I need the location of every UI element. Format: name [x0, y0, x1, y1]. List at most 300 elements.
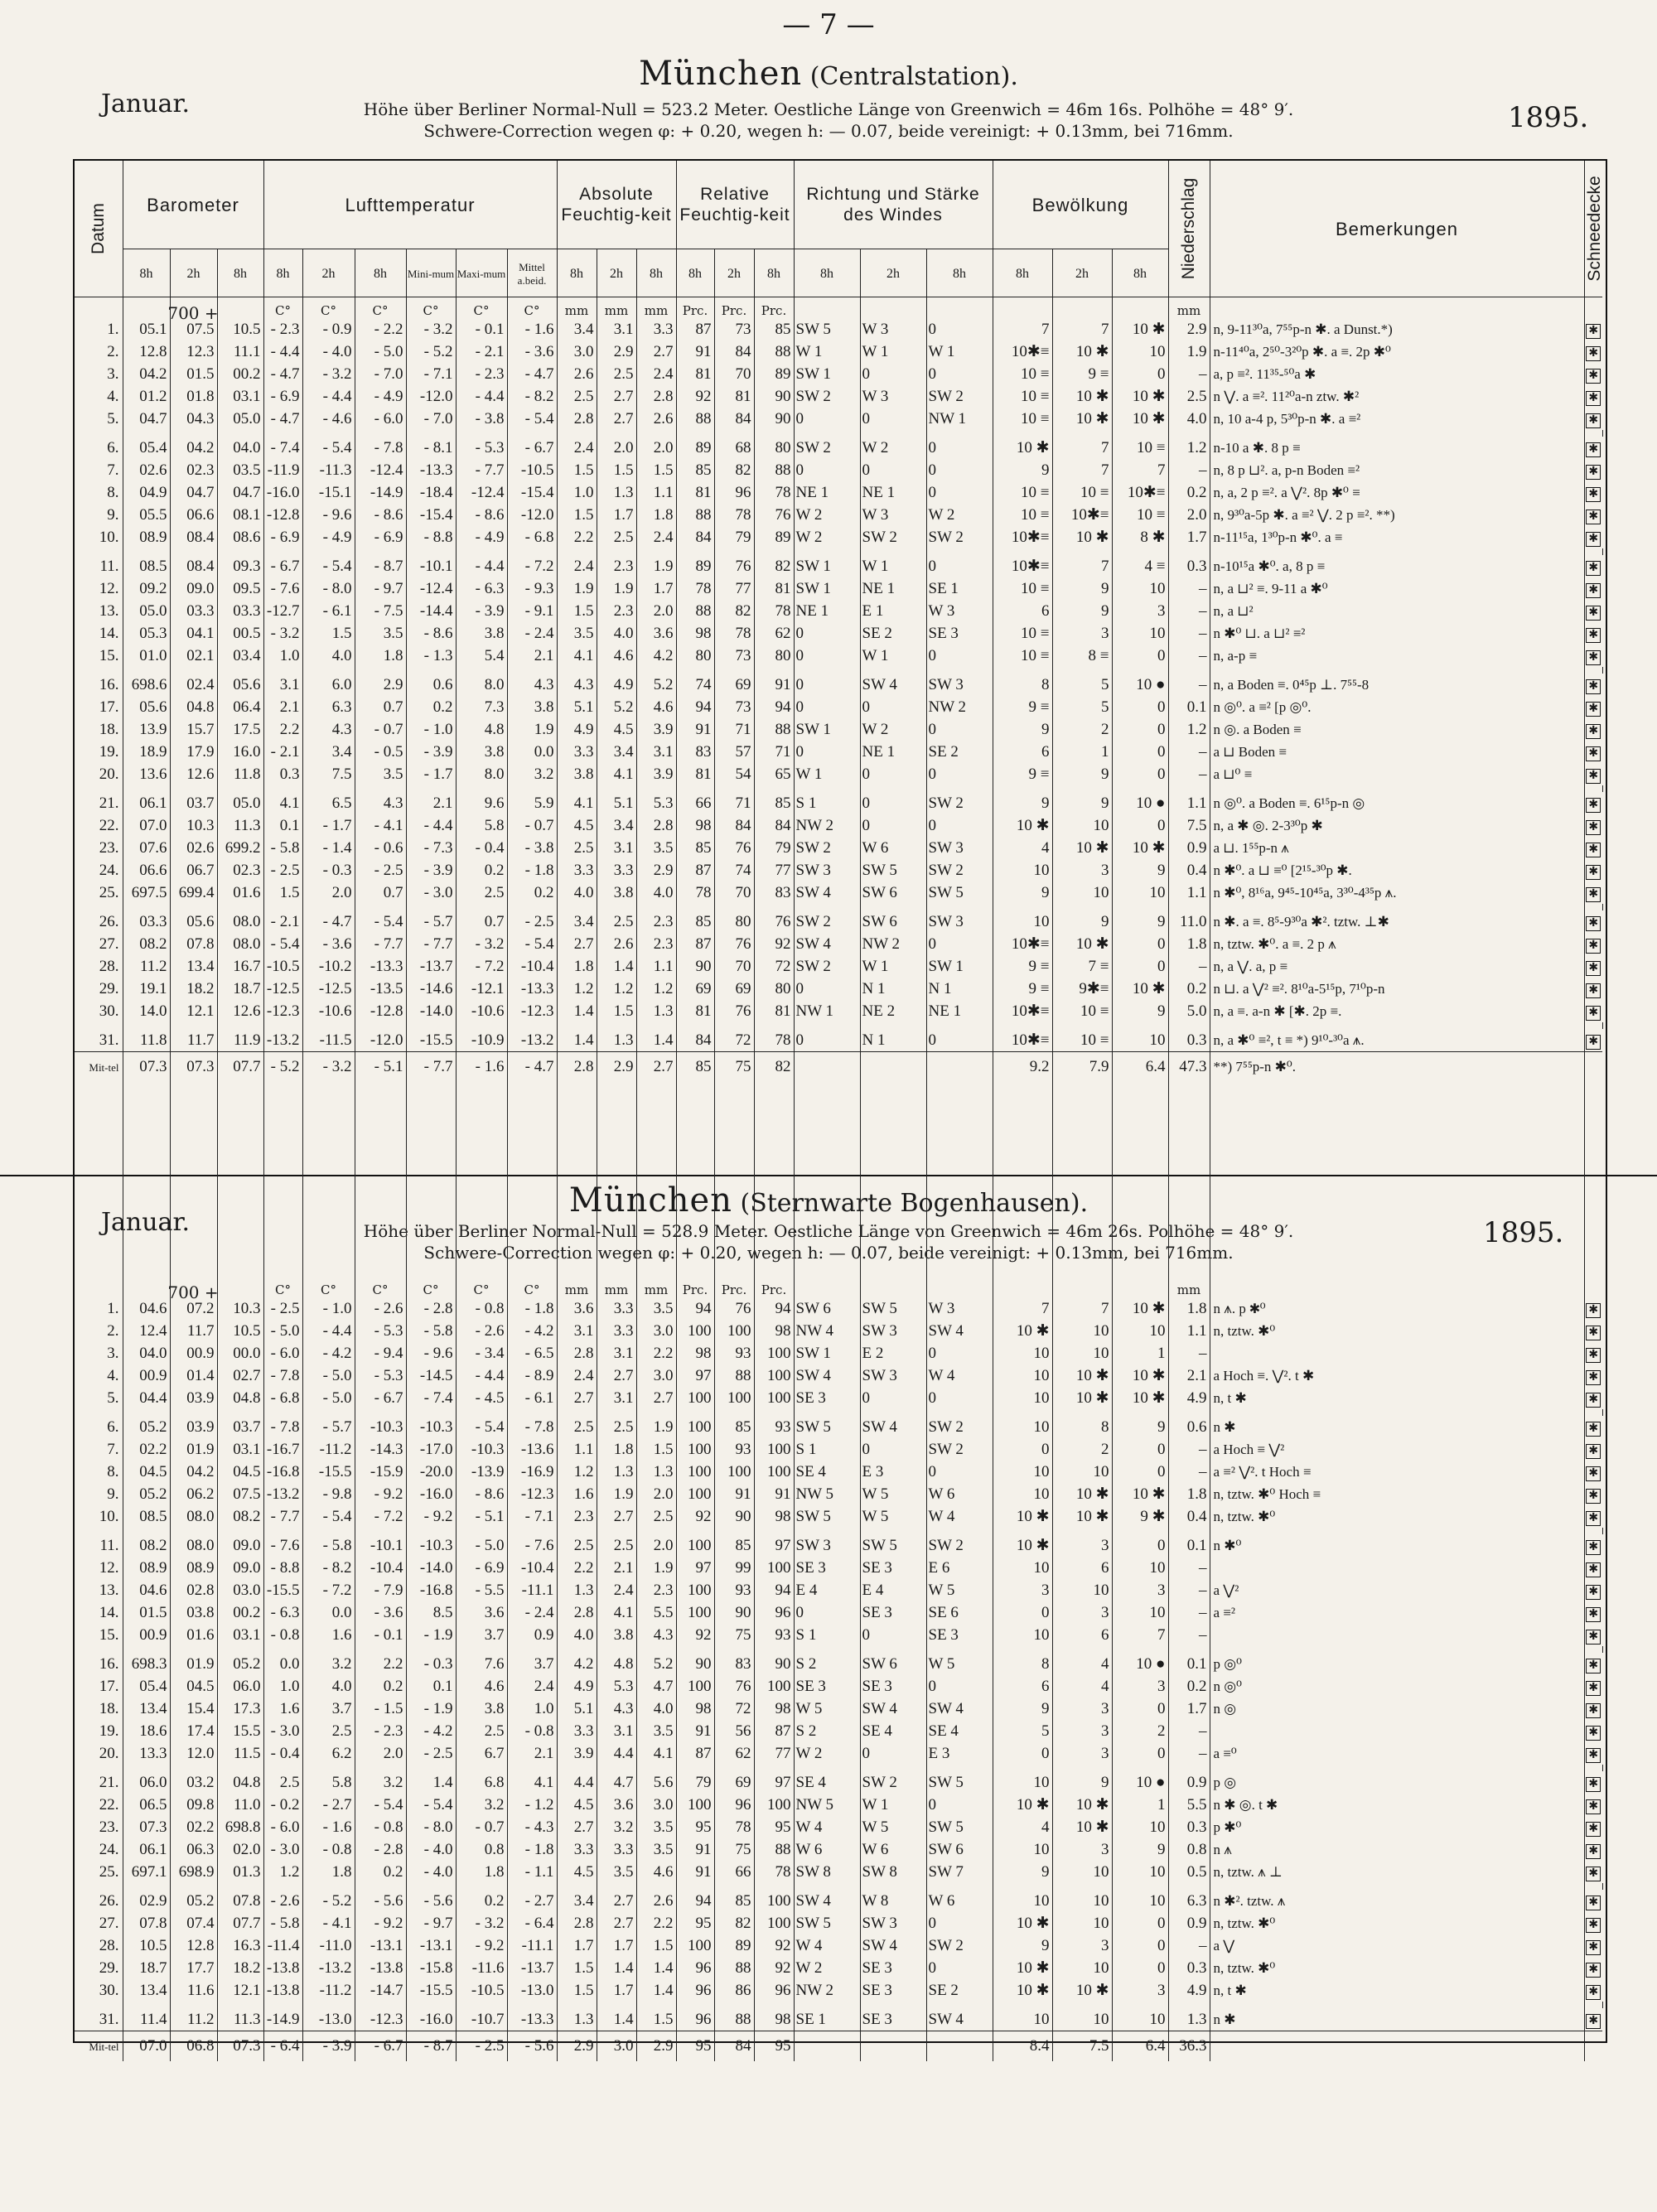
value-cell: - 4.1 [355, 814, 406, 837]
table-row [75, 1438, 1602, 1461]
gap-cell [507, 1646, 557, 1653]
snow-cover-cell [1584, 674, 1602, 696]
value-cell: - 0.8 [456, 1297, 507, 1320]
snow-cover-cell [1584, 1957, 1602, 1979]
remarks-cell: n ✱⁰ [1210, 1534, 1584, 1557]
remarks-cell: n ◎. a Boden ≡ [1210, 718, 1584, 741]
value-cell: 1.4 [557, 1000, 597, 1022]
value-cell: -12.3 [263, 1000, 302, 1022]
header-niederschlag: Niederschlag [1179, 177, 1198, 280]
value-cell: 17.3 [217, 1698, 263, 1720]
value-cell: 08.6 [217, 526, 263, 548]
snow-cover-icon: ✱ [1586, 561, 1601, 576]
value-cell: 5.4 [456, 645, 507, 667]
value-cell: - 5.0 [456, 1534, 507, 1557]
day-cell: 26. [75, 910, 123, 933]
value-cell: 85 [676, 837, 714, 859]
table-row [75, 1890, 1602, 1912]
value-cell: 10 ✱ [1052, 1387, 1112, 1409]
value-cell: 2.4 [597, 1579, 636, 1601]
value-cell: 89 [754, 363, 794, 385]
precipitation-cell: 1.2 [1168, 437, 1210, 459]
value-cell: 100 [676, 1675, 714, 1698]
wind-cell: SE 4 [860, 1720, 926, 1742]
precipitation-cell: – [1168, 741, 1210, 763]
gap-cell [794, 2002, 860, 2008]
value-cell: 82 [714, 1912, 754, 1934]
table-row [75, 1000, 1602, 1022]
value-cell: - 3.9 [406, 859, 456, 881]
snow-cover-cell [1584, 1534, 1602, 1557]
value-cell: -12.3 [507, 1000, 557, 1022]
value-cell: 10.5 [123, 1934, 170, 1957]
mean-value: 8.4 [993, 2031, 1052, 2062]
gap-cell [1584, 667, 1602, 674]
remarks-cell: n, 10 a-4 p, 5³⁰p-n ✱. a ≡² [1210, 408, 1584, 430]
value-cell: - 2.5 [406, 1742, 456, 1765]
value-cell: - 2.4 [507, 1601, 557, 1624]
value-cell: 2.8 [557, 1601, 597, 1624]
remarks-cell: n, 9³⁰a-5p ✱. a ≡² ⋁. 2 p ≡². **) [1210, 504, 1584, 526]
gap-cell [676, 785, 714, 792]
gap-cell [406, 904, 456, 910]
precipitation-cell: 1.8 [1168, 933, 1210, 955]
wind-cell: SW 3 [860, 1912, 926, 1934]
day-cell: 9. [75, 504, 123, 526]
wind-cell: SW 2 [860, 526, 926, 548]
value-cell: 10✱≡ [993, 340, 1052, 363]
value-cell: 94 [676, 1890, 714, 1912]
subheader-cell: 8h [650, 267, 663, 281]
value-cell: 1.3 [597, 1461, 636, 1483]
value-cell: - 7.5 [355, 600, 406, 622]
value-cell: - 3.4 [456, 1342, 507, 1364]
value-cell: 2.8 [636, 814, 676, 837]
snow-cover-icon: ✱ [1586, 769, 1601, 784]
value-cell: 100 [676, 1438, 714, 1461]
value-cell: 8.0 [456, 674, 507, 696]
value-cell: 0.1 [406, 1675, 456, 1698]
gap-cell [75, 1646, 123, 1653]
gap-cell [355, 548, 406, 555]
value-cell: 84 [714, 408, 754, 430]
value-cell: -10.4 [507, 955, 557, 978]
value-cell: 2.8 [557, 1342, 597, 1364]
value-cell: - 2.7 [507, 1890, 557, 1912]
value-cell: - 0.2 [263, 1794, 302, 1816]
gap-cell [1052, 1528, 1112, 1534]
value-cell: 01.9 [170, 1438, 217, 1461]
snow-cover-cell [1584, 1720, 1602, 1742]
wind-cell: SW 2 [794, 385, 860, 408]
value-cell: - 2.3 [263, 318, 302, 340]
value-cell: 02.2 [170, 1816, 217, 1838]
snow-cover-icon: ✱ [1586, 465, 1601, 480]
subheader-cell: 2h [886, 267, 900, 281]
mean-label: Mit-tel [75, 1052, 123, 1083]
value-cell: 4.3 [302, 718, 355, 741]
wind-cell: W 5 [794, 1698, 860, 1720]
value-cell: 3.5 [636, 1297, 676, 1320]
snow-cover-cell [1584, 763, 1602, 785]
value-cell: - 7.1 [406, 363, 456, 385]
snow-cover-cell [1584, 1698, 1602, 1720]
value-cell: 11.4 [123, 2008, 170, 2031]
value-cell: -16.0 [406, 1483, 456, 1505]
value-cell: 10 ✱ [1112, 837, 1168, 859]
value-cell: 95 [754, 1816, 794, 1838]
value-cell: 05.2 [217, 1653, 263, 1675]
gap-cell [170, 904, 217, 910]
value-cell: 1.4 [597, 2008, 636, 2031]
value-cell: 10 ✱ [1052, 837, 1112, 859]
subheader-cell: Mittel a.beid. [517, 261, 547, 287]
remarks-cell: n, 9-11³⁰a, 7⁵⁵p-n ✱. a Dunst.*) [1210, 318, 1584, 340]
value-cell: 07.8 [217, 1890, 263, 1912]
value-cell: 10 [1052, 814, 1112, 837]
value-cell: 10 ✱ [1052, 1364, 1112, 1387]
value-cell: -10.5 [263, 955, 302, 978]
header-bemerkungen: Bemerkungen [1336, 218, 1458, 239]
snow-cover-icon: ✱ [1586, 1511, 1601, 1526]
value-cell: 2.0 [355, 1742, 406, 1765]
gap-cell [406, 1883, 456, 1890]
value-cell: - 1.3 [406, 645, 456, 667]
value-cell: 01.4 [170, 1364, 217, 1387]
snow-cover-cell [1584, 955, 1602, 978]
value-cell: 2.2 [355, 1653, 406, 1675]
value-cell: 02.1 [170, 645, 217, 667]
gap-cell [1210, 548, 1584, 555]
value-cell: 02.3 [217, 859, 263, 881]
value-cell: 88 [676, 504, 714, 526]
value-cell: - 0.7 [507, 814, 557, 837]
value-cell: 10 ≡ [993, 408, 1052, 430]
value-cell: 0 [993, 1742, 1052, 1765]
gap-cell [926, 1528, 993, 1534]
subheader-cell: 8h [234, 267, 247, 281]
snow-cover-icon: ✱ [1586, 1963, 1601, 1978]
snow-cover-icon: ✱ [1586, 1444, 1601, 1459]
value-cell: 88 [676, 408, 714, 430]
value-cell: 4 [1052, 1653, 1112, 1675]
value-cell: 88 [714, 1364, 754, 1387]
remarks-cell: n, tztw. ⩚ ⊥ [1210, 1861, 1584, 1883]
wind-cell: 0 [860, 1624, 926, 1646]
table-row [75, 696, 1602, 718]
value-cell: -15.4 [507, 481, 557, 504]
value-cell: 3.1 [597, 1387, 636, 1409]
value-cell: 01.5 [170, 363, 217, 385]
value-cell: 2.7 [557, 1816, 597, 1838]
remarks-cell: n ⋁. a ≡². 11²⁰a-n ztw. ✱² [1210, 385, 1584, 408]
value-cell: 85 [714, 1416, 754, 1438]
value-cell: 57 [714, 741, 754, 763]
remarks-cell: n, t ✱ [1210, 1387, 1584, 1409]
value-cell: 7 [1052, 318, 1112, 340]
gap-cell [597, 548, 636, 555]
value-cell: 4.8 [456, 718, 507, 741]
gap-cell [926, 1646, 993, 1653]
snow-cover-cell [1584, 1675, 1602, 1698]
precipitation-cell: 0.4 [1168, 859, 1210, 881]
table-row [75, 1979, 1602, 2002]
value-cell: 2.9 [597, 340, 636, 363]
table-row [75, 1579, 1602, 1601]
wind-cell: SE 1 [926, 577, 993, 600]
value-cell: 91 [676, 1838, 714, 1861]
day-cell: 10. [75, 1505, 123, 1528]
value-cell: 4.0 [302, 1675, 355, 1698]
table-row [75, 577, 1602, 600]
mean-value: - 3.9 [302, 2031, 355, 2062]
snow-cover-icon: ✱ [1586, 1940, 1601, 1955]
value-cell: 05.2 [123, 1416, 170, 1438]
value-cell: 3.0 [636, 1320, 676, 1342]
day-cell: 25. [75, 881, 123, 904]
value-cell: 5.1 [597, 792, 636, 814]
value-cell: -12.4 [355, 459, 406, 481]
value-cell: 81 [676, 363, 714, 385]
value-cell: - 6.1 [507, 1387, 557, 1409]
snow-cover-icon: ✱ [1586, 916, 1601, 931]
subheader-cell: 8h [374, 267, 387, 281]
value-cell: 02.2 [123, 1438, 170, 1461]
value-cell: 8.0 [456, 763, 507, 785]
wind-cell: E 1 [860, 600, 926, 622]
value-cell: 3.0 [636, 1364, 676, 1387]
value-cell: - 5.4 [355, 910, 406, 933]
value-cell: 78 [754, 481, 794, 504]
wind-cell: 0 [860, 792, 926, 814]
value-cell: 56 [714, 1720, 754, 1742]
value-cell: 03.1 [217, 1438, 263, 1461]
value-cell: 11.2 [123, 955, 170, 978]
value-cell: 4.0 [557, 1624, 597, 1646]
table-row [75, 1505, 1602, 1528]
gap-cell [926, 785, 993, 792]
gap-cell [217, 548, 263, 555]
value-cell: 3.8 [456, 1698, 507, 1720]
value-cell: 698.8 [217, 1816, 263, 1838]
table-row [75, 1557, 1602, 1579]
value-cell: 3.6 [636, 622, 676, 645]
gap-cell [754, 1409, 794, 1416]
value-cell: 98 [676, 1698, 714, 1720]
gap-cell [1584, 1646, 1602, 1653]
snow-cover-cell [1584, 600, 1602, 622]
table-row [75, 340, 1602, 363]
gap-cell [217, 1409, 263, 1416]
value-cell: 5.6 [636, 1771, 676, 1794]
wind-cell: SE 3 [926, 622, 993, 645]
value-cell: -17.0 [406, 1438, 456, 1461]
day-cell: 1. [75, 1297, 123, 1320]
remarks-cell: n, a ⋁. a, p ≡ [1210, 955, 1584, 978]
value-cell: 2.8 [636, 385, 676, 408]
value-cell: - 9.6 [406, 1342, 456, 1364]
station-subtitle: (Centralstation). [809, 62, 1018, 91]
value-cell: 9 ✱ [1112, 1505, 1168, 1528]
gap-cell [355, 430, 406, 437]
value-cell: - 5.4 [302, 1505, 355, 1528]
value-cell: - 3.6 [507, 340, 557, 363]
wind-cell: W 2 [794, 526, 860, 548]
value-cell: 6.7 [456, 1742, 507, 1765]
value-cell: 3.9 [636, 763, 676, 785]
gap-cell [170, 1409, 217, 1416]
value-cell: 10✱≡ [993, 526, 1052, 548]
value-cell: 10 [1052, 2008, 1112, 2031]
mean-remarks [1210, 2031, 1584, 2062]
wind-cell: SW 3 [926, 837, 993, 859]
wind-cell: NW 1 [794, 1000, 860, 1022]
mean-value: 2.9 [557, 2031, 597, 2062]
value-cell: 8 [993, 1653, 1052, 1675]
value-cell: 16.7 [217, 955, 263, 978]
mean-value: 6.4 [1112, 2031, 1168, 2062]
gap-cell [714, 2002, 754, 2008]
gap-cell [302, 430, 355, 437]
value-cell: - 4.4 [456, 1364, 507, 1387]
gap-cell [75, 430, 123, 437]
value-cell: - 5.4 [406, 1794, 456, 1816]
value-cell: 01.2 [123, 385, 170, 408]
value-cell: 01.6 [217, 881, 263, 904]
table-row [75, 1297, 1602, 1320]
value-cell: 1.9 [636, 1416, 676, 1438]
gap-cell [557, 430, 597, 437]
value-cell: - 6.1 [302, 600, 355, 622]
value-cell: - 2.3 [355, 1720, 406, 1742]
snow-cover-icon: ✱ [1586, 650, 1601, 665]
value-cell: - 1.9 [406, 1698, 456, 1720]
snow-cover-icon: ✱ [1586, 1562, 1601, 1577]
value-cell: 95 [676, 1912, 714, 1934]
value-cell: 18.9 [123, 741, 170, 763]
wind-cell: SW 1 [794, 555, 860, 577]
value-cell: - 7.2 [507, 555, 557, 577]
value-cell: - 5.4 [507, 933, 557, 955]
snow-cover-cell [1584, 555, 1602, 577]
wind-cell: W 2 [860, 437, 926, 459]
value-cell: 6.0 [302, 674, 355, 696]
wind-cell: SW 4 [926, 2008, 993, 2031]
value-cell: 00.9 [170, 1342, 217, 1364]
snow-cover-icon: ✱ [1586, 1918, 1601, 1933]
value-cell: 07.8 [170, 933, 217, 955]
wind-cell: SW 1 [794, 718, 860, 741]
value-cell: 78 [714, 504, 754, 526]
value-cell: 4.4 [597, 1742, 636, 1765]
value-cell: 1.3 [597, 481, 636, 504]
value-cell: - 2.6 [263, 1890, 302, 1912]
wind-cell: SE 3 [860, 1675, 926, 1698]
value-cell: 85 [714, 1890, 754, 1912]
wind-cell: 0 [926, 1675, 993, 1698]
value-cell: 3.8 [557, 763, 597, 785]
gap-cell [263, 1528, 302, 1534]
wind-cell: NE 1 [794, 600, 860, 622]
gap-cell [1584, 785, 1602, 792]
value-cell: - 0.1 [355, 1624, 406, 1646]
subheader-cell: 8h [688, 267, 702, 281]
value-cell: 16.0 [217, 741, 263, 763]
unit-label: Prc. [761, 1282, 787, 1297]
wind-cell: W 6 [860, 837, 926, 859]
value-cell: 2.1 [507, 645, 557, 667]
snow-cover-cell [1584, 1505, 1602, 1528]
value-cell: 70 [714, 881, 754, 904]
gap-cell [597, 1409, 636, 1416]
value-cell: 3.7 [456, 1624, 507, 1646]
value-cell: 5.2 [636, 674, 676, 696]
gap-cell [507, 785, 557, 792]
gap-cell [1112, 1528, 1168, 1534]
snow-cover-icon: ✱ [1586, 1540, 1601, 1555]
value-cell: 62 [714, 1742, 754, 1765]
gap-cell [1168, 904, 1210, 910]
value-cell: 04.5 [170, 1675, 217, 1698]
value-cell: 02.6 [170, 837, 217, 859]
precipitation-cell: – [1168, 1601, 1210, 1624]
unit-label: Prc. [682, 1282, 708, 1297]
station-info-2: Schwere-Correction wegen φ: + 0.20, wegen h: — 0.07, beide vereinigt: + 0.13mm, bei 716mm. [423, 1243, 1234, 1263]
value-cell: 93 [754, 1624, 794, 1646]
day-cell: 6. [75, 1416, 123, 1438]
gap-cell [557, 1409, 597, 1416]
gap-cell [557, 1765, 597, 1771]
value-cell: -12.4 [406, 577, 456, 600]
value-cell: 05.3 [123, 622, 170, 645]
gap-cell [926, 1765, 993, 1771]
value-cell: 100 [754, 1387, 794, 1409]
gap-cell [75, 785, 123, 792]
value-cell: - 2.5 [263, 859, 302, 881]
wind-cell: SE 3 [794, 1557, 860, 1579]
precipitation-cell: 4.9 [1168, 1387, 1210, 1409]
wind-cell: SE 2 [926, 741, 993, 763]
gap-cell [714, 1528, 754, 1534]
value-cell: 1.0 [507, 1698, 557, 1720]
gap-cell [993, 1646, 1052, 1653]
value-cell: 18.2 [217, 1957, 263, 1979]
remarks-cell: n, a ⊔² [1210, 600, 1584, 622]
value-cell: 74 [714, 859, 754, 881]
value-cell: 96 [676, 1979, 714, 2002]
value-cell: 04.0 [217, 437, 263, 459]
gap-cell [1052, 1646, 1112, 1653]
value-cell: 13.4 [170, 955, 217, 978]
value-cell: 1.5 [636, 1934, 676, 1957]
remarks-cell: a ⊔. 1⁵⁵p-n ⩚ [1210, 837, 1584, 859]
value-cell: - 7.7 [456, 459, 507, 481]
snow-cover-icon: ✱ [1586, 1489, 1601, 1504]
value-cell: 3.1 [597, 1720, 636, 1742]
value-cell: 2.5 [597, 526, 636, 548]
value-cell: 06.1 [123, 1838, 170, 1861]
precipitation-cell: 2.0 [1168, 504, 1210, 526]
value-cell: 95 [676, 1816, 714, 1838]
snow-cover-icon: ✱ [1586, 487, 1601, 502]
value-cell: 2.8 [557, 408, 597, 430]
value-cell: 4.6 [456, 1675, 507, 1698]
value-cell: -10.3 [355, 1416, 406, 1438]
gap-cell [123, 1646, 170, 1653]
value-cell: 4.3 [636, 1624, 676, 1646]
unit-label: C° [321, 303, 336, 318]
station-info-1: Höhe über Berliner Normal-Null = 528.9 Meter. Oestliche Länge von Greenwich = 46m 26s. Polhöhe = 48° 9′. [363, 1221, 1294, 1241]
